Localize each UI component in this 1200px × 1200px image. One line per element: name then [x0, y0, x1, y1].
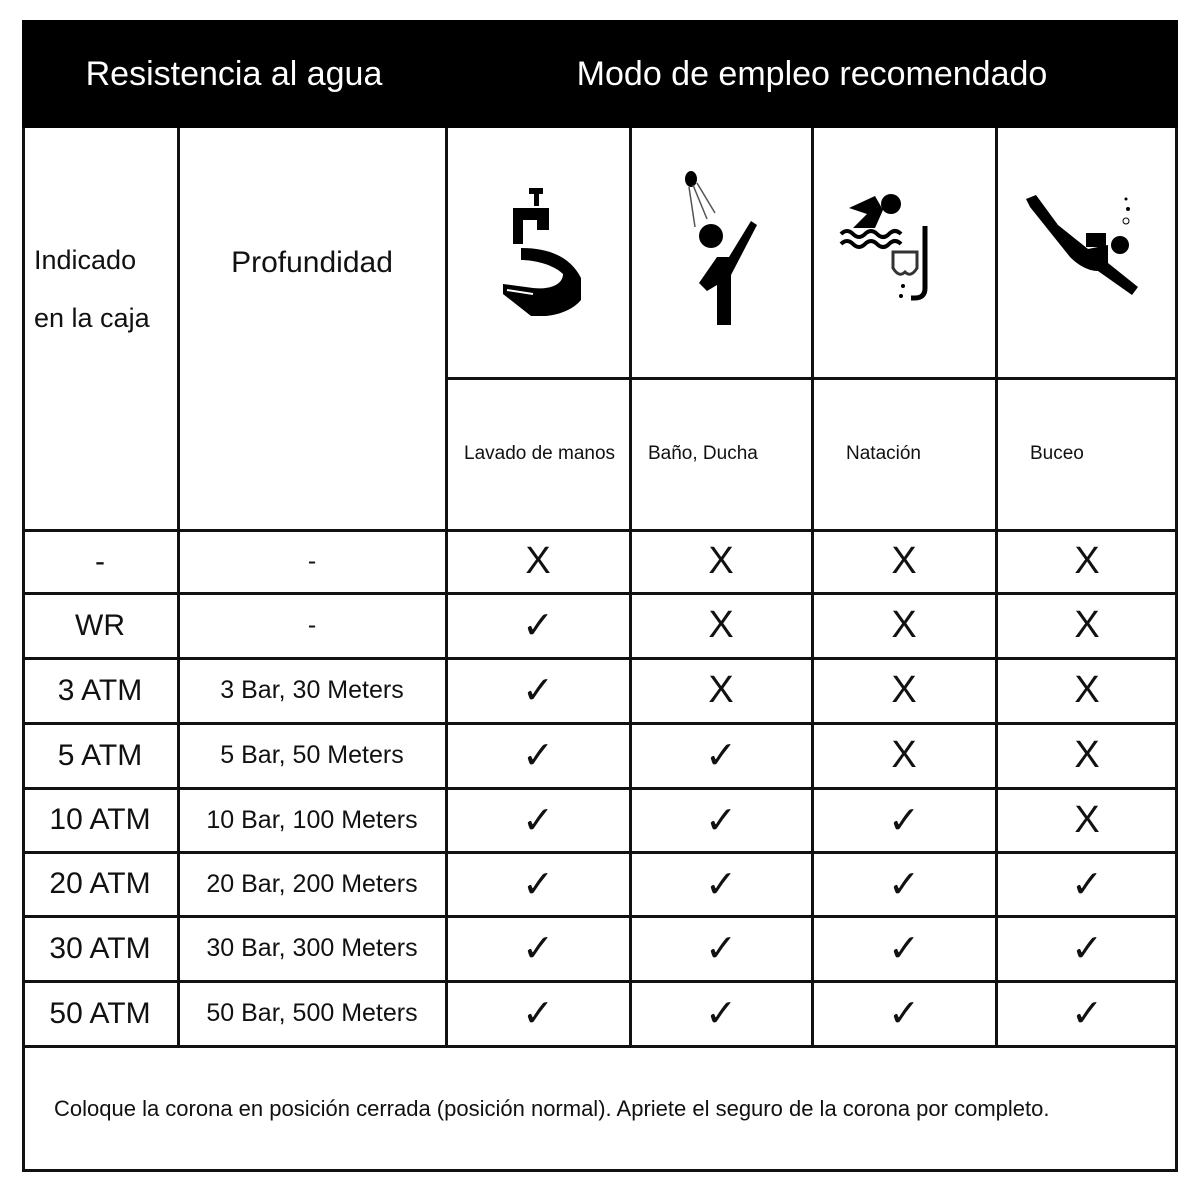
depth-cell-text: 3 Bar, 30 Meters — [220, 676, 404, 704]
indicated-cell — [22, 981, 178, 1046]
check-mark-text: ✓ — [1071, 863, 1103, 906]
indicated-cell-text: - — [95, 544, 105, 578]
depth-cell-text: 30 Bar, 300 Meters — [206, 934, 418, 962]
cross-mark — [996, 723, 1178, 788]
grid-line — [445, 128, 448, 1046]
depth-cell-text: 5 Bar, 50 Meters — [220, 741, 404, 769]
check-mark — [446, 723, 630, 788]
indicated-cell — [22, 852, 178, 916]
indicated-cell — [22, 723, 178, 788]
shower-cell — [630, 128, 812, 378]
check-mark — [996, 852, 1178, 916]
cross-mark — [812, 658, 996, 723]
check-mark-text: ✓ — [705, 993, 737, 1035]
check-mark — [446, 852, 630, 916]
shower-icon — [681, 171, 761, 336]
cross-mark-text: X — [708, 604, 734, 646]
cross-mark — [996, 788, 1178, 852]
check-mark — [446, 658, 630, 723]
check-mark-text: ✓ — [705, 928, 737, 970]
check-mark-text: ✓ — [888, 993, 920, 1035]
cross-mark — [812, 593, 996, 658]
check-mark — [446, 593, 630, 658]
check-mark — [996, 916, 1178, 981]
activity-label — [630, 378, 812, 530]
scuba-diver-cell — [996, 128, 1178, 378]
activity-label — [812, 378, 996, 530]
check-mark — [446, 916, 630, 981]
check-mark-text: ✓ — [888, 863, 920, 906]
cross-mark — [630, 530, 812, 593]
check-mark-text: ✓ — [522, 735, 554, 777]
column-depth-header — [178, 128, 446, 398]
check-mark — [812, 788, 996, 852]
cross-mark-text: X — [891, 604, 917, 646]
grid-line — [22, 529, 1178, 532]
cross-mark — [812, 723, 996, 788]
activity-label-text: Natación — [846, 443, 921, 464]
check-mark — [630, 852, 812, 916]
grid-line — [22, 787, 1178, 790]
grid-line — [995, 128, 998, 1046]
grid-line — [629, 128, 632, 1046]
activity-label — [446, 378, 630, 530]
depth-cell-text: - — [307, 547, 317, 575]
column-indicated-header — [22, 128, 178, 530]
check-mark-text: ✓ — [1071, 928, 1103, 970]
grid-line — [446, 377, 1178, 380]
check-mark — [630, 788, 812, 852]
check-mark-text: ✓ — [522, 863, 554, 906]
cross-mark-text: X — [708, 669, 734, 711]
depth-cell — [178, 530, 446, 593]
cross-mark — [630, 658, 812, 723]
scuba-diver-icon — [1022, 191, 1152, 316]
check-mark — [812, 852, 996, 916]
indicated-line1: Indicado — [34, 245, 137, 275]
footer-note — [22, 1046, 1178, 1172]
cross-mark-text: X — [1074, 540, 1100, 582]
indicated-cell — [22, 658, 178, 723]
indicated-cell — [22, 788, 178, 852]
cross-mark — [812, 530, 996, 593]
grid-line — [22, 851, 1178, 854]
cross-mark-text: X — [891, 669, 917, 711]
header-right-title: Modo de empleo recomendado — [576, 54, 1048, 93]
depth-cell — [178, 916, 446, 981]
activity-label-text: Buceo — [1030, 443, 1084, 464]
check-mark-text: ✓ — [522, 799, 554, 842]
indicated-cell-text: WR — [75, 608, 125, 642]
check-mark-text: ✓ — [888, 928, 920, 970]
check-mark-text: ✓ — [522, 605, 554, 647]
cross-mark-text: X — [1074, 669, 1100, 711]
indicated-cell — [22, 530, 178, 593]
swimming-snorkel-cell — [812, 128, 996, 378]
check-mark — [630, 981, 812, 1046]
grid-line — [811, 128, 814, 1046]
check-mark-text: ✓ — [1071, 993, 1103, 1035]
cross-mark-text: X — [1074, 734, 1100, 776]
check-mark — [996, 981, 1178, 1046]
grid-line — [22, 592, 1178, 595]
swimming-snorkel-icon — [839, 186, 969, 321]
indicated-cell-text: 50 ATM — [49, 996, 151, 1030]
depth-cell — [178, 981, 446, 1046]
check-mark — [446, 981, 630, 1046]
cross-mark-text: X — [525, 540, 551, 582]
depth-cell — [178, 658, 446, 723]
cross-mark — [996, 530, 1178, 593]
cross-mark-text: X — [891, 540, 917, 582]
check-mark-text: ✓ — [522, 993, 554, 1035]
check-mark-text: ✓ — [705, 863, 737, 906]
depth-cell-text: - — [307, 611, 317, 639]
grid-line — [22, 657, 1178, 660]
header-recommended-use — [446, 20, 1178, 128]
check-mark-text: ✓ — [705, 735, 737, 777]
depth-cell — [178, 593, 446, 658]
check-mark-text: ✓ — [705, 799, 737, 842]
cross-mark-text: X — [708, 540, 734, 582]
depth-cell — [178, 723, 446, 788]
indicated-cell-text: 20 ATM — [49, 867, 151, 900]
depth-cell-text: 20 Bar, 200 Meters — [206, 869, 418, 898]
indicated-cell — [22, 593, 178, 658]
cross-mark — [630, 593, 812, 658]
check-mark — [446, 788, 630, 852]
grid-line — [22, 915, 1178, 918]
cross-mark-text: X — [1074, 604, 1100, 646]
activity-label-text: Baño, Ducha — [648, 443, 758, 464]
indicated-cell-text: 10 ATM — [49, 803, 151, 836]
depth-cell — [178, 788, 446, 852]
hand-washing-icon — [493, 186, 583, 321]
cross-mark — [996, 658, 1178, 723]
header-left-title: Resistencia al agua — [85, 54, 383, 93]
grid-line — [22, 722, 1178, 725]
check-mark-text: ✓ — [522, 670, 554, 712]
activity-label — [996, 378, 1178, 530]
hand-washing-cell — [446, 128, 630, 378]
indicated-line2: en la caja — [34, 303, 150, 333]
cross-mark — [446, 530, 630, 593]
grid-line — [22, 980, 1178, 983]
check-mark — [812, 916, 996, 981]
cross-mark-text: X — [891, 734, 917, 776]
footer-text: Coloque la corona en posición cerrada (posición normal). Apriete el seguro de la corona por completo. — [54, 1096, 1050, 1121]
depth-cell — [178, 852, 446, 916]
cross-mark — [996, 593, 1178, 658]
depth-cell-text: 10 Bar, 100 Meters — [206, 805, 418, 834]
indicated-cell — [22, 916, 178, 981]
check-mark — [630, 723, 812, 788]
indicated-cell-text: 5 ATM — [57, 738, 143, 772]
grid-line — [177, 128, 180, 1046]
depth-label: Profundidad — [231, 246, 393, 279]
activity-label-text: Lavado de manos — [464, 443, 616, 464]
indicated-cell-text: 3 ATM — [57, 673, 143, 707]
cross-mark-text: X — [1074, 798, 1100, 841]
check-mark — [812, 981, 996, 1046]
depth-cell-text: 50 Bar, 500 Meters — [206, 999, 418, 1027]
check-mark — [630, 916, 812, 981]
header-water-resistance — [22, 20, 446, 128]
check-mark-text: ✓ — [522, 928, 554, 970]
check-mark-text: ✓ — [888, 799, 920, 842]
indicated-cell-text: 30 ATM — [49, 931, 151, 965]
